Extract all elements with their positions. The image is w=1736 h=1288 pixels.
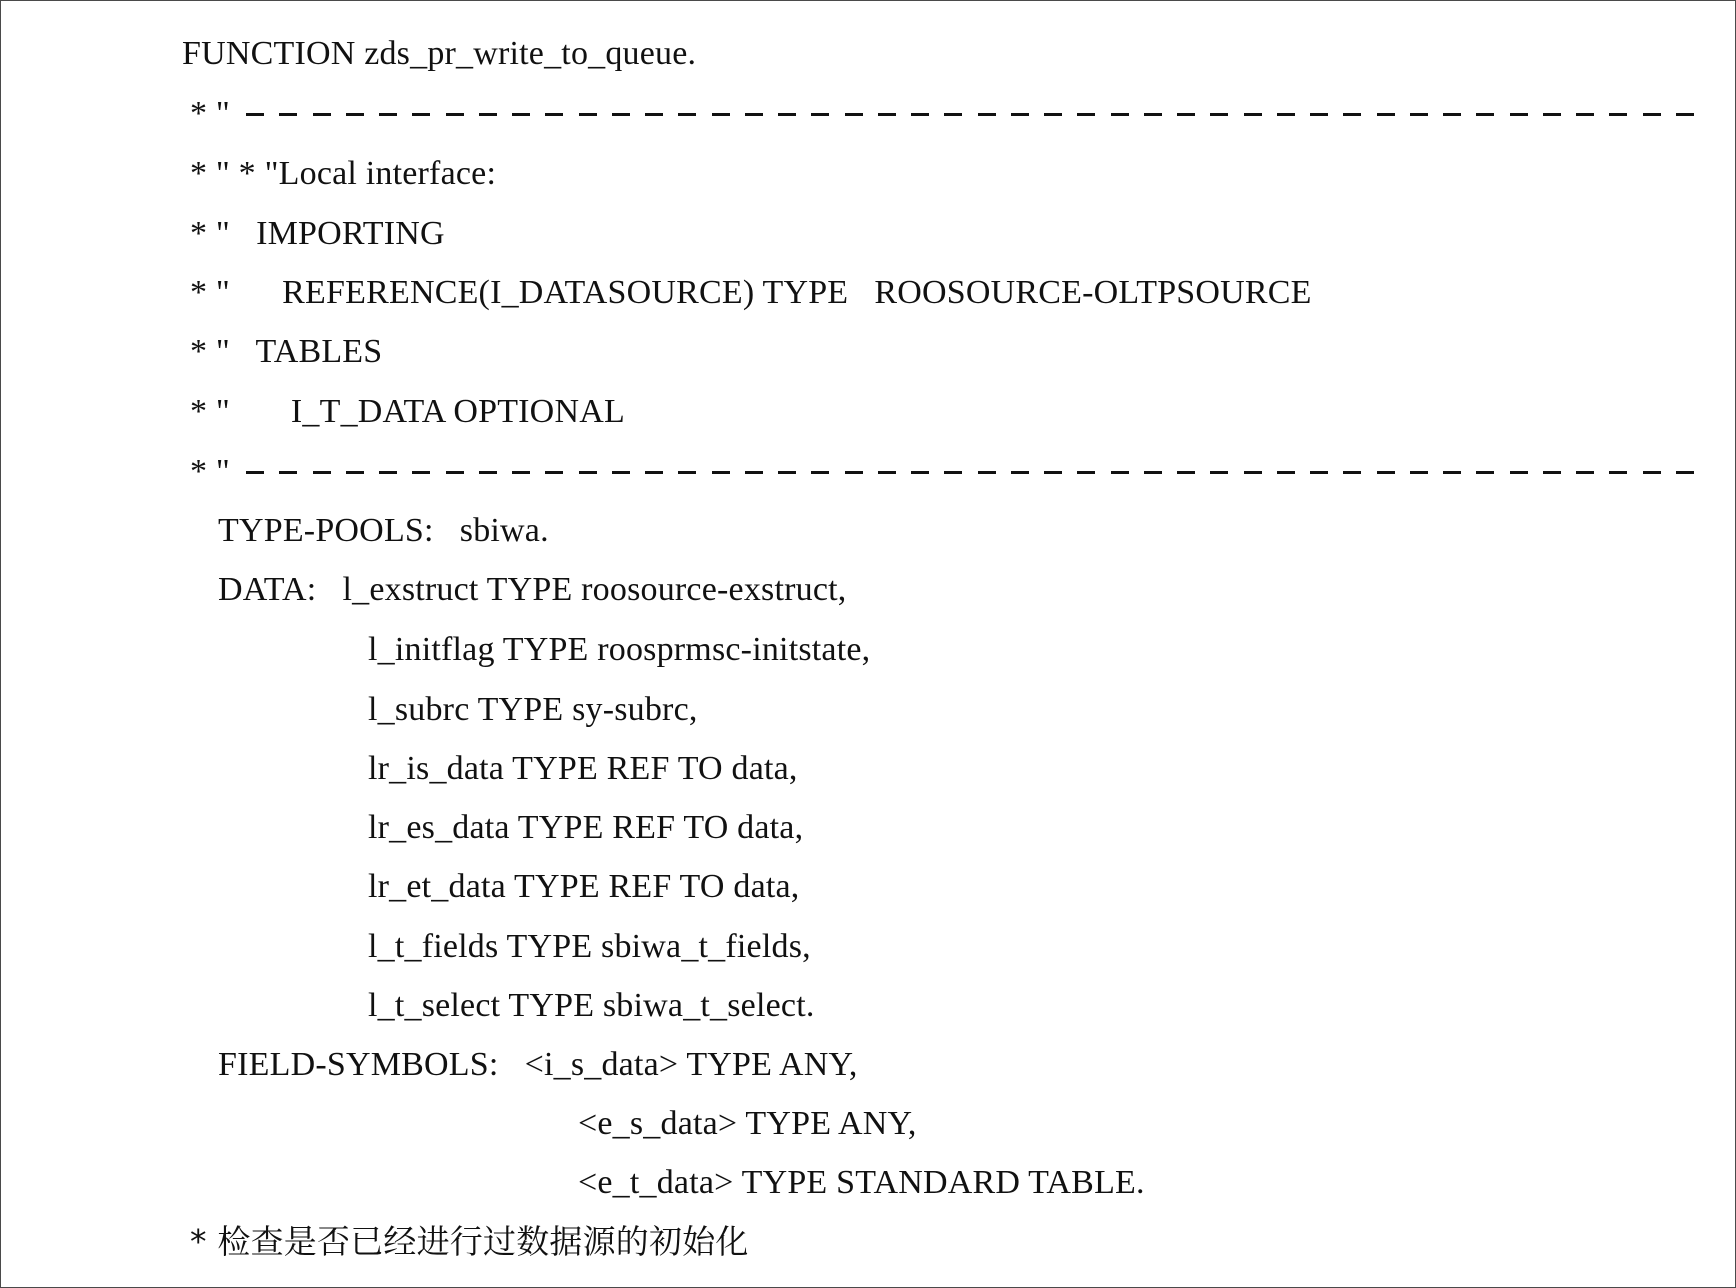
code-line-i-t-data: * " I_T_DATA OPTIONAL — [190, 393, 625, 430]
code-line-type-pools: TYPE-POOLS: sbiwa. — [218, 512, 549, 549]
code-line-function: FUNCTION zds_pr_write_to_queue. — [182, 35, 697, 72]
code-line-comment-rule-end: * " — [190, 453, 230, 490]
code-line-lr-es-data: lr_es_data TYPE REF TO data, — [368, 809, 804, 846]
code-line-lr-et-data: lr_et_data TYPE REF TO data, — [368, 868, 800, 905]
code-line-subrc: l_subrc TYPE sy-subrc, — [368, 691, 698, 728]
code-line-l-t-select: l_t_select TYPE sbiwa_t_select. — [368, 987, 815, 1024]
code-line-tables: * " TABLES — [190, 333, 383, 370]
code-line-field-symbols: FIELD-SYMBOLS: <i_s_data> TYPE ANY, — [218, 1046, 858, 1083]
code-line-l-t-fields: l_t_fields TYPE sbiwa_t_fields, — [368, 928, 811, 965]
code-line-importing: * " IMPORTING — [190, 215, 445, 252]
code-line-initflag: l_initflag TYPE roosprmsc-initstate, — [368, 631, 871, 668]
code-line-local-interface: * " * "Local interface: — [190, 155, 497, 192]
comment-rule-bottom — [246, 452, 1694, 492]
code-line-reference: * " REFERENCE(I_DATASOURCE) TYPE ROOSOURCE-OLTPSOURCE — [190, 274, 1312, 311]
code-line-chinese-comment: * 检查是否已经进行过数据源的初始化 — [190, 1222, 749, 1261]
code-line-e-t-data: <e_t_data> TYPE STANDARD TABLE. — [578, 1164, 1145, 1201]
code-line-lr-is-data: lr_is_data TYPE REF TO data, — [368, 750, 798, 787]
comment-rule-top — [246, 94, 1694, 134]
code-line-data: DATA: l_exstruct TYPE roosource-exstruct, — [218, 571, 847, 608]
code-line-e-s-data: <e_s_data> TYPE ANY, — [578, 1105, 917, 1142]
code-line-comment-rule-start: * " — [190, 95, 230, 132]
